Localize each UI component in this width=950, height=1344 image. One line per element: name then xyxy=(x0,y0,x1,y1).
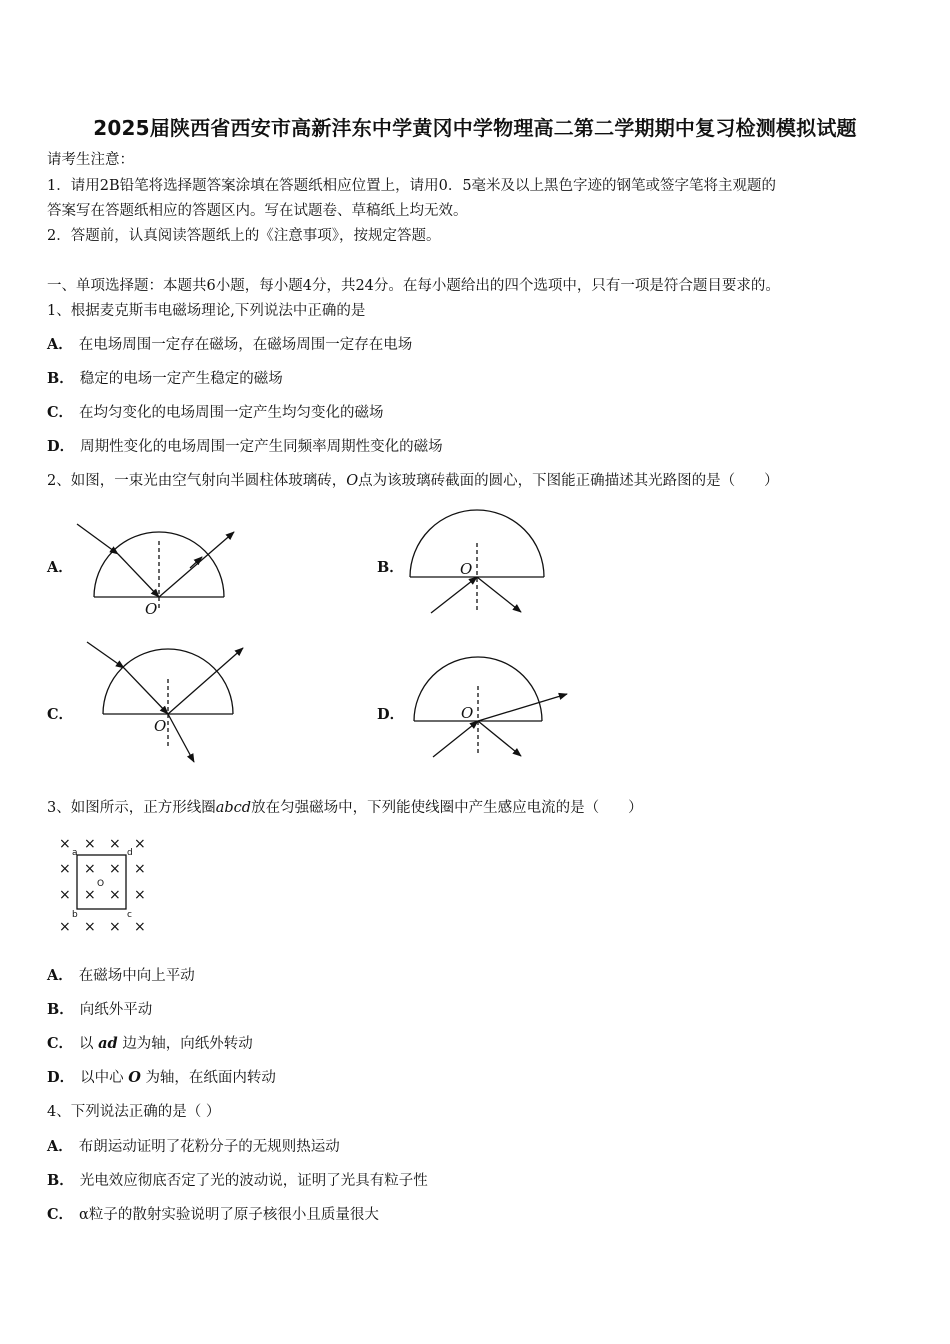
notice-line-2: 2．答题前，认真阅读答题纸上的《注意事项》，按规定答题。 xyxy=(47,228,441,244)
svg-text:×: × xyxy=(59,861,71,877)
q3-option-c[interactable]: C． 以 ad 边为轴，向纸外转动 xyxy=(47,1035,253,1052)
q4-option-c[interactable]: C． α粒子的散射实验说明了原子核很小且质量很大 xyxy=(47,1206,379,1223)
svg-text:×: × xyxy=(59,836,71,852)
svg-text:×: × xyxy=(109,919,121,935)
svg-text:×: × xyxy=(109,836,121,852)
q1-option-c[interactable]: C． 在均匀变化的电场周围一定产生均匀变化的磁场 xyxy=(47,404,384,421)
svg-text:×: × xyxy=(134,887,146,903)
svg-text:×: × xyxy=(84,887,96,903)
q1-option-a[interactable]: A． 在电场周围一定存在磁场，在磁场周围一定存在电场 xyxy=(47,336,413,353)
corner-b: b xyxy=(72,910,78,920)
center-label: O xyxy=(460,560,473,578)
q2-stem: 2、如图，一束光由空气射向半圆柱体玻璃砖，O点为该玻璃砖截面的圆心，下图能正确描述其光路图的是（ ） xyxy=(47,473,779,489)
section-heading: 一、单项选择题：本题共6小题，每小题4分，共24分。在每小题给出的四个选项中，只有一项是符合题目要求的。 xyxy=(47,278,780,294)
svg-text:×: × xyxy=(134,861,146,877)
q2-option-c-label[interactable]: C． xyxy=(47,706,74,723)
svg-text:×: × xyxy=(84,836,96,852)
q1-stem: 1、根据麦克斯韦电磁场理论,下列说法中正确的是 xyxy=(47,303,366,319)
q1-option-d[interactable]: D． 周期性变化的电场周围一定产生同频率周期性变化的磁场 xyxy=(47,438,443,455)
q2-option-d-label[interactable]: D． xyxy=(377,706,405,723)
svg-text:×: × xyxy=(134,919,146,935)
page-title: 2025届陕西省西安市高新沣东中学黄冈中学物理高二第二学期期中复习检测模拟试题 xyxy=(93,116,857,140)
q4-option-b[interactable]: B． 光电效应彻底否定了光的波动说，证明了光具有粒子性 xyxy=(47,1172,428,1189)
corner-d: d xyxy=(127,848,133,858)
q4-stem: 4、下列说法正确的是（ ） xyxy=(47,1104,221,1120)
q3-option-d[interactable]: D． 以中心 O 为轴，在纸面内转动 xyxy=(47,1069,276,1086)
svg-text:×: × xyxy=(134,836,146,852)
notice-line-1a: 1．请用2B铅笔将选择题答案涂填在答题纸相应位置上，请用0．5毫米及以上黑色字迹的钢笔或签字笔将主观题的 xyxy=(47,178,777,194)
corner-a: a xyxy=(72,848,78,858)
q2-option-a-label[interactable]: A． xyxy=(47,559,73,576)
q2-figure-a[interactable] xyxy=(77,524,234,618)
svg-text:×: × xyxy=(84,919,96,935)
q2-figure-b[interactable] xyxy=(410,510,544,613)
center-label: O xyxy=(154,717,167,735)
svg-text:×: × xyxy=(59,887,71,903)
svg-text:×: × xyxy=(109,887,121,903)
q4-option-a[interactable]: A． 布朗运动证明了花粉分子的无规则热运动 xyxy=(47,1138,340,1155)
q2-figure-d[interactable] xyxy=(414,657,567,757)
notice-line-1b: 答案写在答题纸相应的答题区内。写在试题卷、草稿纸上均无效。 xyxy=(47,203,468,219)
svg-text:×: × xyxy=(109,861,121,877)
q3-option-a[interactable]: A． 在磁场中向上平动 xyxy=(47,967,195,984)
q2-option-b-label[interactable]: B． xyxy=(377,559,404,576)
svg-text:×: × xyxy=(59,919,71,935)
coil-center: O xyxy=(97,879,105,889)
center-label: O xyxy=(461,704,474,722)
q3-stem: 3、如图所示，正方形线圈abcd放在匀强磁场中，下列能使线圈中产生感应电流的是（ ） xyxy=(47,800,643,816)
svg-text:×: × xyxy=(84,861,96,877)
q2-figure-c[interactable] xyxy=(87,642,243,762)
corner-c: c xyxy=(127,910,132,920)
center-label: O xyxy=(145,600,158,618)
q3-option-b[interactable]: B． 向纸外平动 xyxy=(47,1001,153,1018)
notice-heading: 请考生注意： xyxy=(47,152,134,168)
q3-magnetic-field-figure xyxy=(50,832,170,942)
q1-option-b[interactable]: B． 稳定的电场一定产生稳定的磁场 xyxy=(47,370,283,387)
